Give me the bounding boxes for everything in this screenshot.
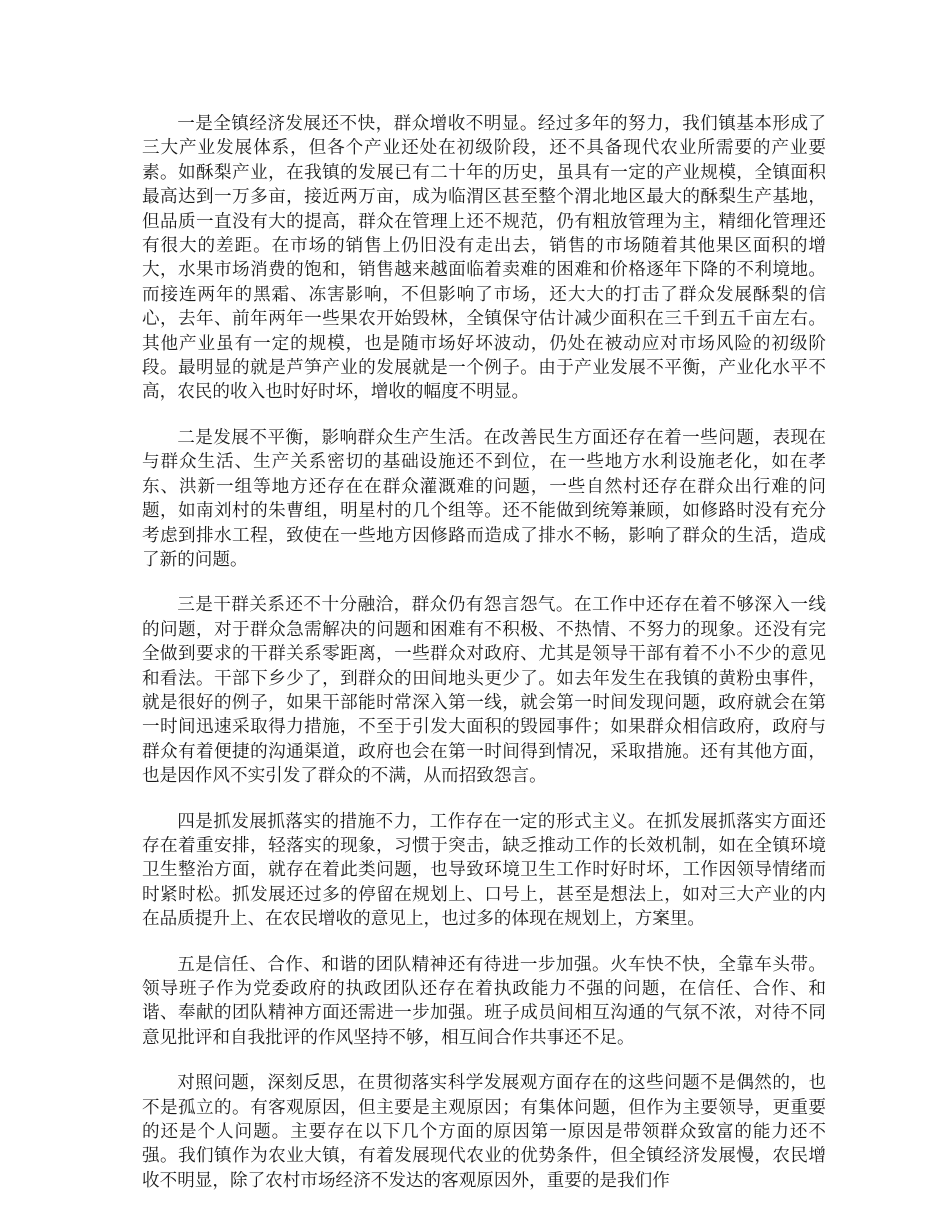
paragraph-economy: 一是全镇经济发展还不快，群众增收不明显。经过多年的努力，我们镇基本形成了三大产业发展体系，但各个产业还处在初级阶段，还不具备现代农业所需要的产业要素。如酥梨产业，在我镇的发展已有二十年的历史，虽具有一定的产业规模，全镇面积最高达到一万多亩，接近两万亩，成为临渭区甚至整个渭北地区最大的酥梨生产基地，但品质一直没有大的提高，群众在管理上还不规范，仍有粗放管理为主，精细化管理还有很大的差距。在市场的销售上仍旧没有走出去，销售的市场随着其他果区面积的增大，水果市场消费的饱和，销售越来越面临着卖难的困难和价格逐年下降的不利境地。而接连两年的黑霜、冻害影响，不但影响了市场，还大大的打击了群众发展酥梨的信心，去年、前年两年一些果农开始毁林，全镇保守估计减少面积在三千到五千亩左右。其他产业虽有一定的规模，也是随市场好坏波动，仍处在被动应对市场风险的初级阶段。最明显的就是芦笋产业的发展就是一个例子。由于产业发展不平衡，产业化水平不高，农民的收入也时好时坏，增收的幅度不明显。 — [142, 114, 826, 403]
paragraph-team-spirit: 五是信任、合作、和谐的团队精神还有待进一步加强。火车快不快，全靠车头带。领导班子作为党委政府的执政团队还存在着执政能力不强的问题，在信任、合作、和谐、奉献的团队精神方面还需进一步加强。班子成员间相互沟通的气氛不浓，对待不同意见批评和自我批评的作风坚持不够，相互间合作共事还不足。 — [142, 954, 826, 1048]
paragraph-implementation: 四是抓发展抓落实的措施不力，工作存在一定的形式主义。在抓发展抓落实方面还存在着重安排，轻落实的现象，习惯于突击，缺乏推动工作的长效机制，如在全镇环境卫生整治方面，就存在着此类问题，也导致环境卫生工作时好时坏，工作因领导情绪而时紧时松。抓发展还过多的停留在规划上、口号上，甚至是想法上，如对三大产业的内在品质提升上、在农民增收的意见上，也过多的体现在规划上，方案里。 — [142, 811, 826, 930]
paragraph-cadre-relations: 三是干群关系还不十分融洽，群众仍有怨言怨气。在工作中还存在着不够深入一线的问题，对于群众急需解决的问题和困难有不积极、不热情、不努力的现象。还没有完全做到要求的干群关系零距离，一些群众对政府、尤其是领导干部有着不小不少的意见和看法。干部下乡少了，到群众的田间地头更少了。如去年发生在我镇的黄粉虫事件，就是很好的例子，如果干部能时常深入第一线，就会第一时间发现问题，政府就会在第一时间迅速采取得力措施，不至于引发大面积的毁园事件；如果群众相信政府，政府与群众有着便捷的沟通渠道，政府也会在第一时间得到情况，采取措施。还有其他方面，也是因作风不实引发了群众的不满，从而招致怨言。 — [142, 595, 826, 787]
document-body — [142, 112, 826, 1193]
paragraph-reflection: 对照问题，深刻反思，在贯彻落实科学发展观方面存在的这些问题不是偶然的，也不是孤立的。有客观原因，但主要是主观原因；有集体问题，但作为主要领导，更重要的还是个人问题。主要存在以下几个方面的原因第一原因是带领群众致富的能力还不强。我们镇作为农业大镇，有着发展现代农业的优势条件，但全镇经济发展慢，农民增收不明显，除了农村市场经济不发达的客观原因外，重要的是我们作 — [142, 1073, 826, 1191]
paragraph-development-imbalance: 二是发展不平衡，影响群众生产生活。在改善民生方面还存在着一些问题，表现在与群众生活、生产关系密切的基础设施还不到位，在一些地方水利设施老化，如在孝东、洪新一组等地方还存在在群众灌溉难的问题，一些自然村还存在群众出行难的问题，如南刘村的朱曹组，明星村的几个组等。还不能做到统筹兼顾，如修路时没有充分考虑到排水工程，致使在一些地方因修路而造成了排水不畅，影响了群众的生活，造成了新的问题。 — [142, 427, 826, 570]
